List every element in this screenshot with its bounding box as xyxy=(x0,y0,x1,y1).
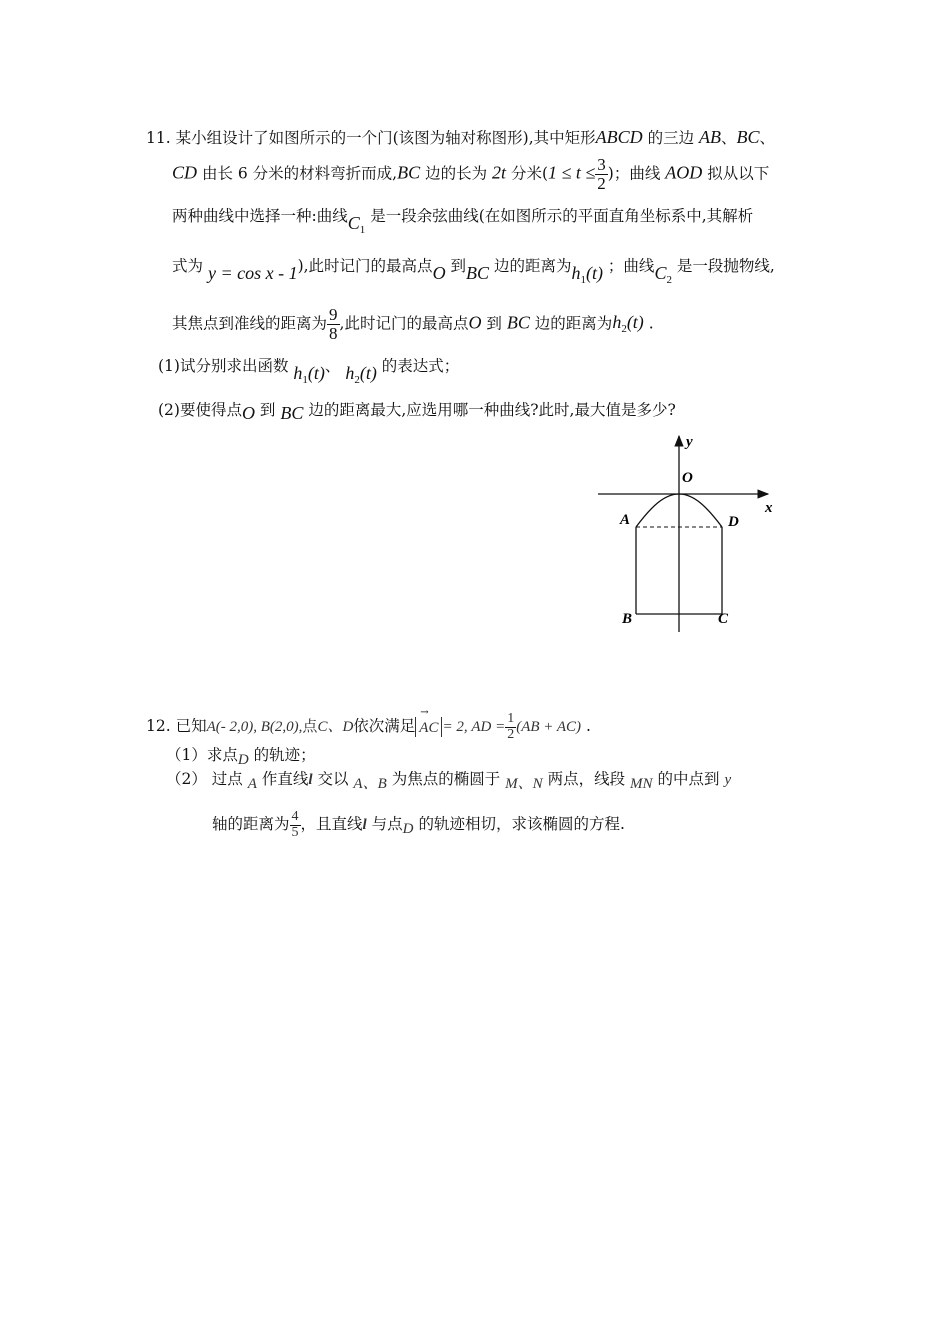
label-b: B xyxy=(622,611,633,627)
p11-line-1: 11. 某小组设计了如图所示的一个门(该图为轴对称图形),其中矩形ABCD 的三边 AB、BC、 xyxy=(146,127,776,147)
fraction-three-halves: $\frac{3}{2}$ xyxy=(597,155,606,193)
fraction-one-half: $\frac{1}{2}$ xyxy=(507,711,515,742)
label-c: C xyxy=(718,611,729,627)
door-figure xyxy=(596,432,796,642)
label-y: y xyxy=(686,434,693,450)
h2-function: $h_2(t)$ xyxy=(612,312,644,336)
p12-question-2: （2） 过点 A 作直线l 交以 A、B 为焦点的椭圆于 M、N 两点，线段 MN 的中点到 y xyxy=(166,770,732,792)
curve-c1: $C_1$ xyxy=(347,213,366,236)
cosine-equation: y = cos x - 1 xyxy=(207,263,298,283)
p11-question-2: (2)要使得点O 到 BC 边的距离最大,应选用哪一种曲线?此时,最大值是多少? xyxy=(158,401,676,423)
p11-line-3: 两种曲线中选择一种:曲线$C_1$ 是一段余弦曲线(在如图所示的平面直角坐标系中,其解析 xyxy=(172,207,754,236)
p11-number: 11. xyxy=(146,129,171,147)
h1-function: $h_1(t)$ xyxy=(571,263,603,286)
p11-line-5: 其焦点到准线的距离为 $\frac{9}{8}$ ,此时记门的最高点O 到 BC 边的距离为$h_2(t)$ . xyxy=(172,305,654,343)
p11-line-4: 式为 y = cos x - 1),此时记门的最高点O 到BC 边的距离为$h_1(t)$ ；曲线$C_2$ 是一段抛物线, xyxy=(172,257,775,286)
p11-line-2: CD 由长 6 分米的材料弯折而成,BC 边的长为 2t 分米(1 ≤ t ≤ $\frac{3}{2}$ )；曲线 AOD 拟从以下 xyxy=(172,155,770,193)
label-x: x xyxy=(765,500,773,516)
p12-question-2-continued: 轴的距离为 $\frac{4}{5}$ ，且直线l 与点D 的轨迹相切，求该椭圆的方程. xyxy=(212,809,625,840)
fraction-nine-eighths: $\frac{9}{8}$ xyxy=(329,305,338,343)
abs-vector-ac: → AC xyxy=(415,717,442,737)
label-o: O xyxy=(682,470,693,486)
curve-c2: $C_2$ xyxy=(654,263,672,286)
p12-number: 12. xyxy=(146,717,171,736)
label-d: D xyxy=(728,514,739,530)
fraction-four-fifths: $\frac{4}{5}$ xyxy=(291,809,299,840)
p12-question-1: （1）求点D 的轨迹； xyxy=(166,746,316,768)
p12-line-1: 12. 已知A(- 2,0), B(2,0),点C、D依次满足 → AC = 2, AD = $\frac{1}{2}$ (AB + AC) . xyxy=(146,707,591,742)
label-a: A xyxy=(620,512,631,528)
p11-question-1: (1)试分别求出函数 $h_1(t)$、 $h_2(t)$ 的表达式； xyxy=(158,357,460,386)
